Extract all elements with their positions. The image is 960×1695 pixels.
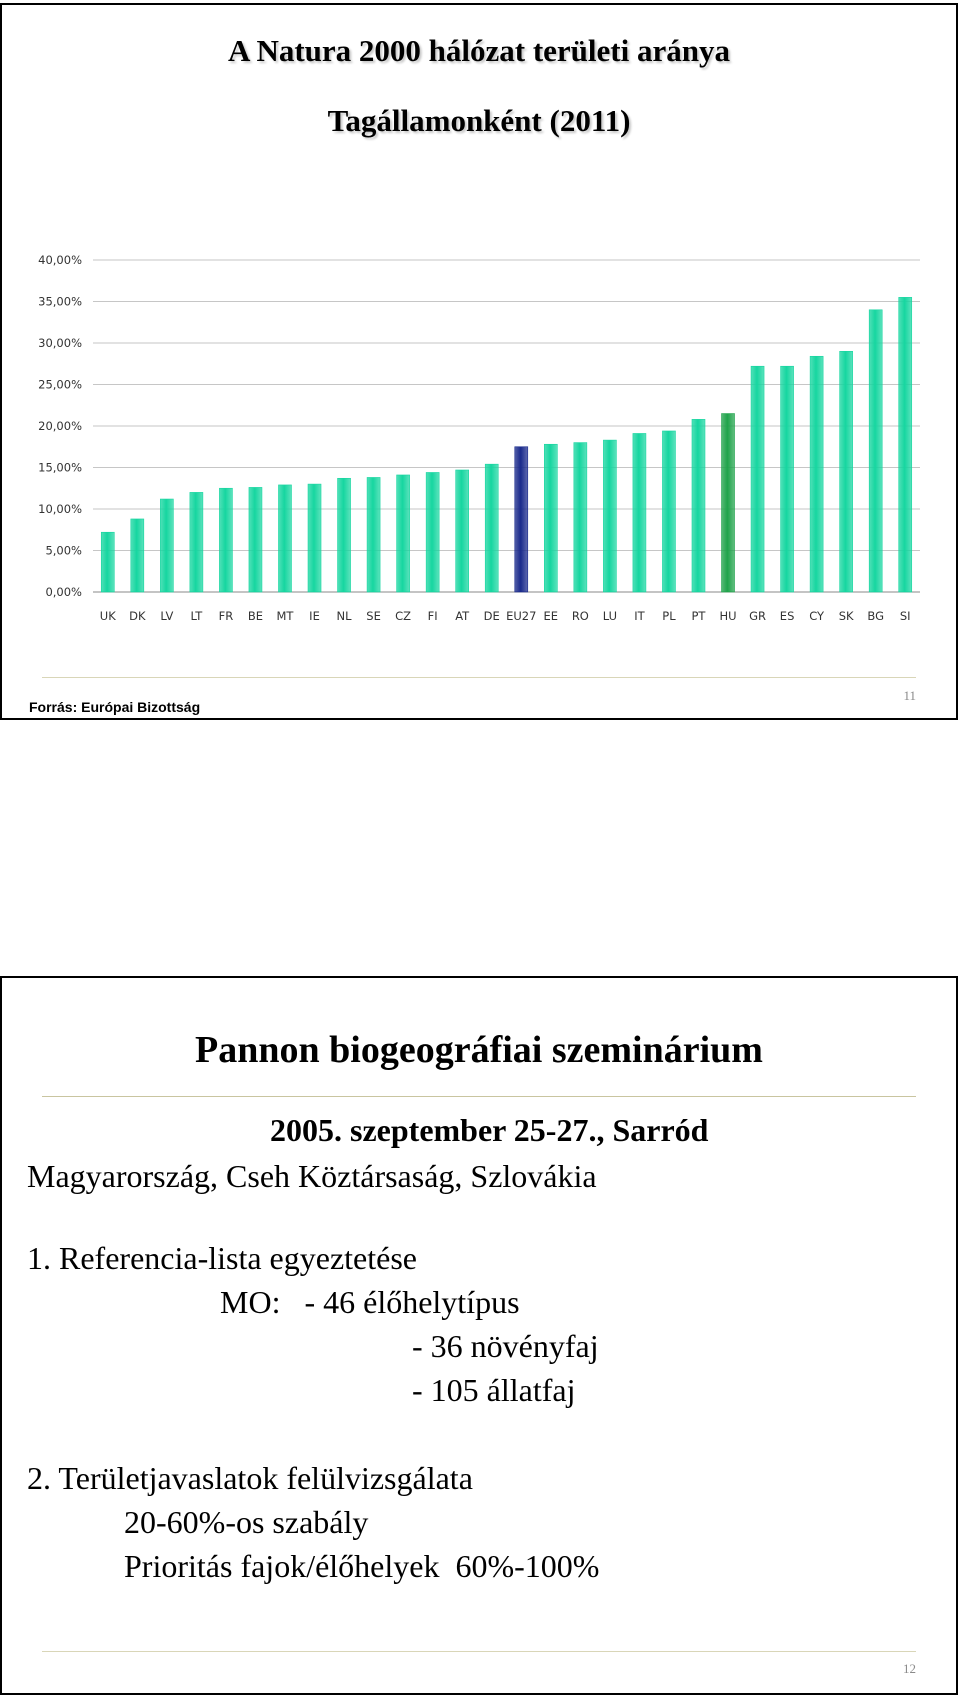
x-tick-label: LT	[190, 609, 203, 623]
page-number: 12	[903, 1661, 916, 1676]
x-tick-label: BG	[867, 609, 885, 623]
bar-chart	[2, 5, 956, 665]
x-tick-label: EE	[543, 609, 559, 623]
bar-fr	[219, 488, 232, 592]
bar-ie	[308, 484, 321, 592]
bar-se	[367, 477, 380, 592]
y-tick-label: 25,00%	[38, 377, 82, 392]
bar-lt	[190, 492, 203, 592]
bar-uk	[101, 532, 114, 592]
slide-11	[0, 3, 958, 720]
bar-hu	[722, 414, 735, 592]
y-tick-label: 40,00%	[38, 253, 82, 267]
list-item: 2. Területjavaslatok felülvizsgálata	[27, 1460, 473, 1496]
countries-line: Magyarország, Cseh Köztársaság, Szlovákia	[27, 1158, 597, 1194]
bar-ee	[544, 444, 557, 592]
bar-fi	[426, 472, 439, 592]
y-tick-label: 15,00%	[38, 460, 82, 475]
x-tick-label: PL	[662, 609, 676, 623]
bar-be	[249, 487, 262, 592]
list-subitem: MO: - 46 élőhelytípus	[220, 1284, 520, 1320]
y-tick-label: 0,00%	[45, 585, 82, 599]
x-tick-label: IT	[634, 609, 645, 623]
bar-lu	[603, 440, 616, 592]
x-tick-label: SI	[899, 609, 911, 623]
bar-lv	[160, 499, 173, 592]
x-tick-label: HU	[719, 609, 737, 623]
x-tick-label: NL	[336, 609, 352, 623]
bar-si	[899, 297, 912, 592]
x-tick-label: FI	[427, 609, 438, 623]
x-tick-label: ES	[779, 609, 795, 623]
x-tick-label: FR	[218, 609, 234, 623]
bar-eu27	[515, 447, 528, 592]
bar-mt	[278, 485, 291, 592]
list-subitem: - 36 növényfaj	[412, 1328, 599, 1364]
bar-pt	[692, 419, 705, 592]
x-tick-label: IE	[309, 609, 320, 623]
slide-12	[0, 976, 958, 1695]
x-tick-label: EU27	[506, 609, 537, 623]
y-tick-label: 35,00%	[38, 294, 82, 309]
title-rule	[42, 1096, 916, 1097]
bar-pl	[662, 431, 675, 592]
footer-rule	[42, 1651, 916, 1652]
x-tick-label: AT	[455, 609, 470, 623]
x-tick-label: CZ	[395, 609, 412, 623]
page-number: 11	[903, 688, 916, 703]
bar-es	[781, 366, 794, 592]
x-tick-label: LV	[160, 609, 174, 623]
x-tick-label: PT	[691, 609, 706, 623]
slide-title: A Natura 2000 hálózat területi aránya	[228, 33, 730, 68]
list-subitem: 20-60%-os szabály	[124, 1504, 369, 1540]
x-tick-label: MT	[276, 609, 294, 623]
slide-subtitle: Tagállamonként (2011)	[327, 103, 631, 138]
bar-nl	[338, 478, 351, 592]
x-tick-label: DK	[129, 609, 146, 623]
event-date-place: 2005. szeptember 25-27., Sarród	[270, 1112, 709, 1148]
bar-dk	[131, 519, 144, 592]
y-tick-label: 5,00%	[45, 543, 82, 558]
bar-cz	[397, 475, 410, 592]
list-subitem: - 105 állatfaj	[412, 1372, 576, 1408]
bar-at	[456, 470, 469, 592]
bar-ro	[574, 443, 587, 592]
x-tick-label: BE	[247, 609, 264, 623]
y-tick-label: 20,00%	[38, 419, 82, 433]
x-tick-label: RO	[571, 609, 589, 623]
slide-title: Pannon biogeográfiai szeminárium	[195, 1029, 763, 1071]
list-item: 1. Referencia-lista egyeztetése	[27, 1240, 417, 1276]
bar-de	[485, 464, 498, 592]
x-tick-label: UK	[99, 609, 116, 623]
footer-rule	[42, 677, 916, 678]
bar-sk	[840, 351, 853, 592]
source-note: Forrás: Európai Bizottság	[29, 699, 201, 715]
x-tick-label: DE	[483, 609, 500, 623]
bar-bg	[869, 310, 882, 592]
y-tick-label: 30,00%	[38, 336, 82, 350]
x-tick-label: LU	[602, 609, 618, 623]
x-tick-label: GR	[749, 609, 767, 623]
y-tick-label: 10,00%	[38, 502, 82, 516]
x-tick-label: SK	[838, 609, 854, 623]
bar-it	[633, 433, 646, 592]
bar-gr	[751, 366, 764, 592]
x-tick-label: CY	[809, 609, 825, 623]
list-subitem: Prioritás fajok/élőhelyek 60%-100%	[124, 1548, 600, 1584]
x-tick-label: SE	[366, 609, 381, 623]
bar-cy	[810, 356, 823, 592]
